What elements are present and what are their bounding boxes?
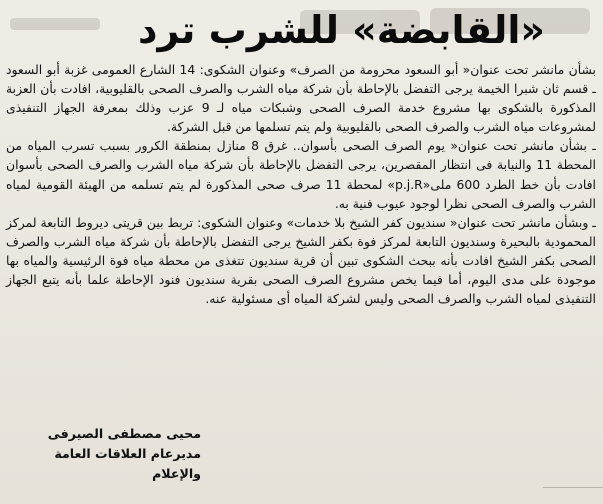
signature-name: محيى مصطفى الصيرفى bbox=[47, 426, 201, 441]
signature-block bbox=[6, 424, 201, 484]
paragraph-2: ـ بشأن مانشر تحت عنوان« يوم الصرف الصحى بأسوان.. غرق 8 منازل بمنطقة الكرور بسبب تسرب المياه من المحطة 11 والنيابة فى انتظار المقصرين، يرجى التفضل بالإحاطة بأن شركة مياه الشرب والصرف الصحى بأسوان افادت بأن خط الطرد 600 ملى«p.j.R» لمحطة 11 صرف صحى المذكورة لم يتم تسلمه من الهيئة القومية لمياه الشرب والصرف الصحى نظرا لوجود عيوب فنية به. bbox=[6, 138, 596, 211]
paragraph-3: ـ وبشأن مانشر تحت عنوان« سنديون كفر الشيخ بلا خدمات» وعنوان الشكوى: تربط بين قريتى ديروط التابعة لمركز المحمودية بالبحيرة وسنديون التابعة لمركز فوة بكفر الشيخ يرجى التفضل بالإحاطة بأن شركة مياه الشرب والصرف الصحى بكفر الشيخ افادت بأنه ببحث الشكوى تبين أن قرية سنديون تتغذى من محطة مياه فوة الرئيسية والمياه بها موجودة على مدى اليوم، أما فيما يخص مشروع الصرف الصحى بقرية سنديون فنود الإحاطة علما بأنه يتبع الجهاز التنفيذى لمياه الشرب والصرف الصحى وليس لشركة المياه أى مسئولية عنه. bbox=[6, 214, 596, 307]
headline-text: «القابضة» للشرب ترد bbox=[138, 8, 545, 52]
article-body bbox=[6, 60, 596, 308]
page-edge bbox=[543, 487, 603, 504]
signature-title: مديرعام العلاقات العامة والإعلام bbox=[54, 446, 201, 481]
article-headline bbox=[0, 2, 603, 58]
paragraph-1: بشأن مانشر تحت عنوان« أبو السعود محرومة من الصرف» وعنوان الشكوى: 14 الشارع العمومى غزبة أبو السعود ـ قسم ثان شبرا الخيمة يرجى التفضل بالإحاطة بأن شركة مياه الشرب والصرف الصحى بالقليوبية، افادت بأن العزبة المذكورة بالشكوى بها مشروع خدمة الصرف الصحى وشبكات مياه لـ 9 عزب وذلك بمعرفة الجهاز التنفيذى لمشروعات مياه الشرب والصرف الصحى بالقليوبية ولم يتم تسلمها من قبل الشركة. bbox=[6, 62, 596, 135]
